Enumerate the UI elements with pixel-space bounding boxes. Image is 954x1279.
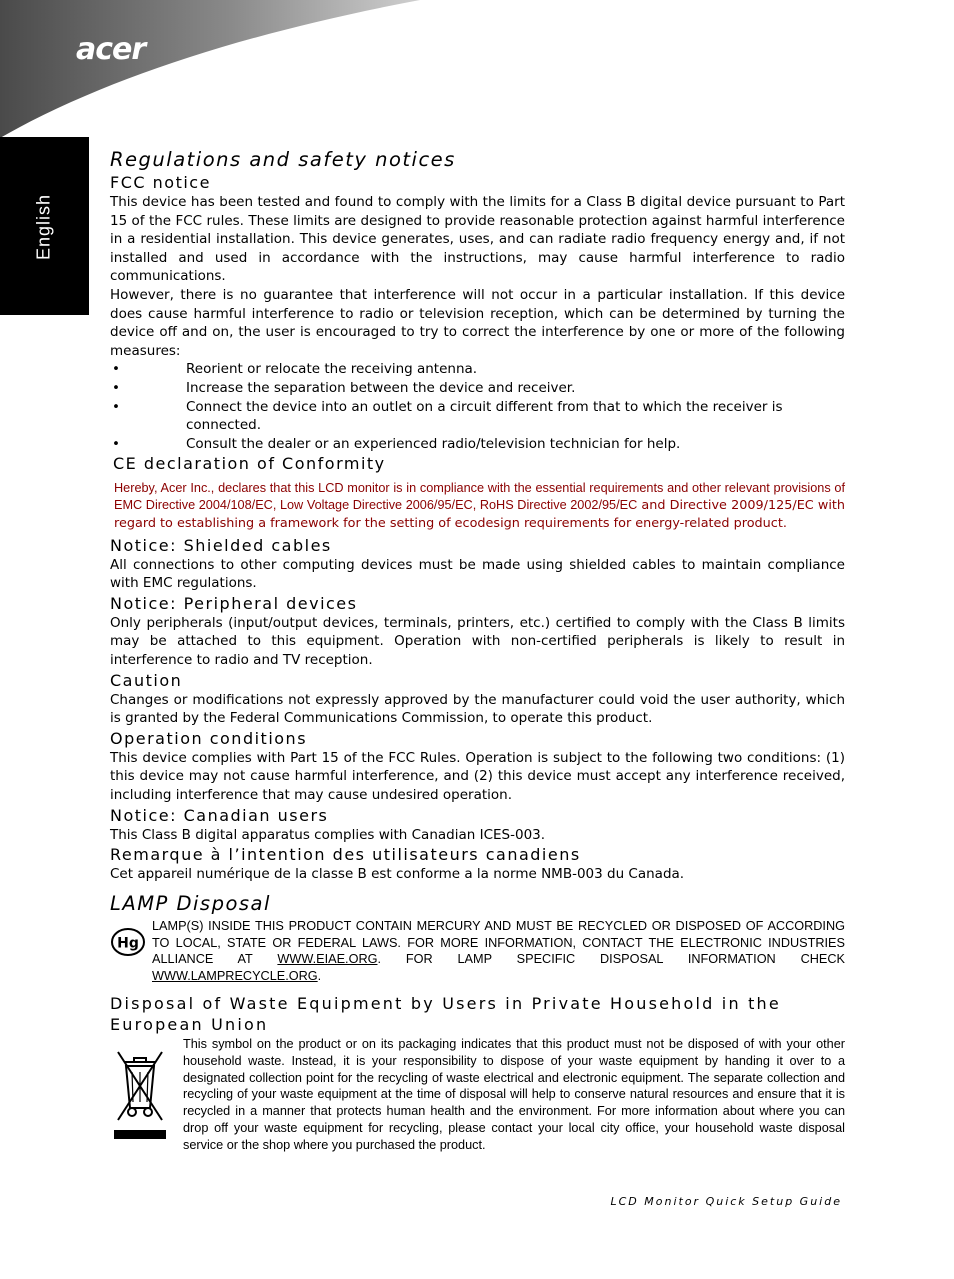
caution-text: Changes or modifications not expressly approved by the manufacturer could void the user authority, which is granted by the Federal Communications Commission, to operate this product. — [110, 691, 845, 727]
ce-text — [110, 480, 845, 532]
operation-conditions-heading: Operation conditions — [110, 728, 308, 748]
lamp-text-a: LAMP(S) INSIDE THIS PRODUCT CONTAIN MERCURY AND MUST BE RECYCLED OR DISPOSED OF ACCORDING TO LOCAL, STATE OR FEDERAL LAWS. FOR MORE INFORMATION, CONTACT THE ELECTRONIC INDUSTRIES ALLIANCE AT — [152, 918, 845, 967]
remarque-text: Cet appareil numérique de la classe B est conforme a la norme NMB-003 du Canada. — [110, 866, 685, 883]
fcc-measures-list — [110, 360, 845, 453]
peripheral-devices-text: Only peripherals (input/output devices, terminals, printers, etc.) certified to comply with the Class B limits may be attached to this equipment. Operation with non-certified peripherals is likely to result in interference to radio and TV reception. — [110, 614, 845, 669]
lamp-text-c: . — [317, 969, 322, 984]
fcc-heading: FCC notice — [110, 173, 211, 192]
lamp-text-b: . FOR LAMP SPECIFIC DISPOSAL INFORMATION CHECK — [377, 952, 845, 967]
fcc-paragraph-1: This device has been tested and found to comply with the limits for a Class B digital device pursuant to Part 15 of the FCC rules. These limits are designed to provide reasonable protection against harmful interference in a residential installation. This device generates, uses, and can radiate radio frequency energy and, if not installed and used in accordance with the instructions, may cause harmful interference to radio communications. — [110, 194, 845, 285]
mercury-icon-label: Hg — [117, 935, 139, 952]
language-tab — [0, 137, 89, 315]
operation-conditions-text: This device complies with Part 15 of the FCC Rules. Operation is subject to the following two conditions: (1) this device may not cause harmful interference, and (2) this device must accept any interference received, including interference that may cause undesired operation. — [110, 749, 845, 804]
lamp-disposal-text — [152, 918, 845, 985]
weee-text: This symbol on the product or on its packaging indicates that this product must not be disposed of with your other household waste. Instead, it is your responsibility to dispose of your waste equipment by handing it over to a designated collection point for the recycling of waste electrical and electronic equipment. The separate collection and recycling of your waste equipment at the time of disposal will help to conserve natural resources and ensure that it is recycled in a manner that protects human health and the environment. For more information about where you can drop off your waste equipment for recycling, please contact your local city office, your household waste disposal service or the shop where you purchased the product. — [183, 1037, 845, 1152]
crossed-bin-icon — [110, 1036, 183, 1143]
mercury-icon — [110, 918, 152, 961]
peripheral-devices-heading: Notice: Peripheral devices — [110, 593, 358, 613]
weee-row — [110, 1036, 845, 1154]
lamp-disposal-row — [110, 918, 845, 985]
document-body — [110, 148, 845, 1154]
eiae-link[interactable]: WWW.EIAE.ORG — [277, 952, 378, 967]
page-title: Regulations and safety notices — [110, 148, 456, 171]
ce-text-part2: and Directive 2009/125/EC with regard to establishing a framework for the setting of ecodesign requirements for energy-related product. — [114, 498, 846, 531]
fcc-paragraph-2: However, there is no guarantee that interference will not occur in a particular installation. If this device does cause harmful interference to radio or television reception, which can be determined by turning the device off and on, the user is encouraged to try to correct the interference by one or more of the following measures: — [110, 286, 845, 359]
remarque-heading: Remarque à l’intention des utilisateurs canadiens — [110, 845, 581, 865]
shielded-cables-heading: Notice: Shielded cables — [110, 535, 332, 555]
shielded-cables-text: All connections to other computing devices must be made using shielded cables to maintain compliance with EMC regulations. — [110, 556, 845, 592]
canadian-users-heading: Notice: Canadian users — [110, 805, 329, 825]
lamp-disposal-heading: LAMP Disposal — [110, 891, 271, 915]
list-item: • Connect the device into an outlet on a circuit different from that to which the receiver is connected. — [110, 398, 845, 435]
list-item: • Reorient or relocate the receiving antenna. — [110, 360, 845, 379]
header-swoosh — [0, 0, 954, 150]
weee-heading: Disposal of Waste Equipment by Users in Private Household in the European Union — [110, 994, 781, 1035]
acer-logo: acer — [76, 32, 146, 67]
ce-heading: CE declaration of Conformity — [113, 454, 386, 474]
language-tab-label: English — [33, 193, 54, 261]
ce-text-part1: Hereby, Acer Inc., declares that this LCD monitor is in compliance with the essential requirements and other relevant provisions of EMC Directive 2004/108/EC, Low Voltage Directive 2006/95/EC, RoHS Directive 2002/95/EC — [114, 481, 845, 513]
lamprecycle-link[interactable]: WWW.LAMPRECYCLE.ORG — [152, 969, 318, 984]
caution-heading: Caution — [110, 670, 183, 690]
list-item: • Consult the dealer or an experienced radio/television technician for help. — [110, 435, 845, 454]
canadian-users-text: This Class B digital apparatus complies with Canadian ICES-003. — [110, 826, 546, 843]
footer-guide-title: LCD Monitor Quick Setup Guide — [610, 1195, 842, 1208]
list-item: • Increase the separation between the device and receiver. — [110, 379, 845, 398]
ce-declaration — [110, 480, 845, 532]
